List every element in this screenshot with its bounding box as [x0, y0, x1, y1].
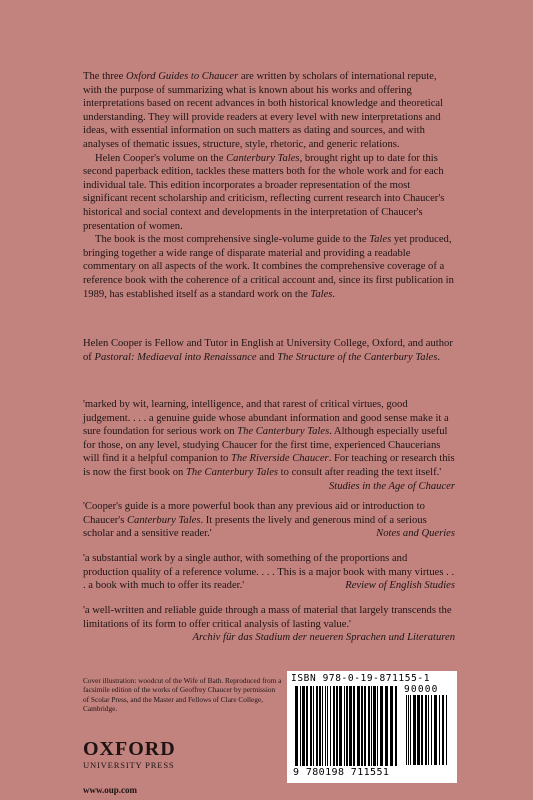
- review-quote-1: [83, 398, 455, 493]
- quote-source: Archiv für das Stadium der neueren Sprachen und Literaturen: [192, 632, 455, 644]
- publisher-website: www.oup.com: [83, 785, 138, 795]
- book-title: The Structure of the Canterbury Tales: [277, 351, 438, 363]
- text: are written by scholars of international repute, with the purpose of summarizing what is known about his works and offering interpretations based on recent advances in both historical knowledge and theoretical understanding. They will provide readers at every level with new interpretations and ideas, with essential information on such matters as dating and sources, and with analyses of thematic issues, structure, style, rhetoric, and generic relations.: [83, 71, 444, 150]
- book-title: Canterbury Tales: [226, 152, 300, 164]
- publisher-subname: UNIVERSITY PRESS: [83, 760, 175, 770]
- review-quote-3: [83, 552, 455, 593]
- description: [83, 70, 455, 301]
- barcode-digits: 9 780198 711551: [293, 767, 390, 778]
- book-title: The Canterbury Tales: [237, 426, 330, 438]
- book-title: Canterbury Tales: [126, 514, 201, 526]
- review-quote-4: [83, 604, 455, 645]
- text: Helen Cooper is Fellow and Tutor in English at University College, Oxford, and author of: [83, 338, 453, 363]
- text: . Although especially useful for those, on any level, studying Chaucer for the first time, experienced Chaucerians will find it a helpful companion to: [83, 426, 448, 465]
- book-title: Tales: [369, 234, 392, 246]
- book-title: Tales: [310, 288, 333, 300]
- book-title: The Canterbury Tales: [186, 466, 279, 478]
- series-title: Oxford Guides to Chaucer: [125, 71, 239, 82]
- author-bio: [83, 337, 455, 364]
- barcode-bars: [295, 686, 399, 766]
- text: 'Cooper's guide is a more powerful book than any previous aid or introduction to Chaucer's: [83, 501, 425, 526]
- text: yet produced, bringing together a wide range of disparate material and providing a readable commentary on all aspects of the work. It combines the comprehensive coverage of a reference book with the coherence of a critical account and, since its first publication in 1989, has established itself as a standard work on the: [83, 234, 454, 300]
- barcode: [287, 671, 457, 783]
- barcode-addon-digits: 90000: [404, 684, 439, 695]
- text: 'a substantial work by a single author, with something of the proportions and production quality of a reference volume. . . . This is a major book with many virtues . . . a book with much to offer its reader.': [83, 553, 455, 592]
- book-title: The Riverside Chaucer: [231, 453, 329, 465]
- quote-source: Studies in the Age of Chaucer: [328, 480, 455, 492]
- publisher-name: OXFORD: [83, 738, 176, 760]
- description-paragraph-2: [83, 152, 455, 234]
- text: The book is the most comprehensive single-volume guide to the: [95, 234, 370, 246]
- cover-credit: Cover illustration: woodcut of the Wife of Bath. Reproduced from a facsimile edition of the works of Geoffrey Chaucer by permission of Scolar Press, and the Master and Fellows of Clare College, Cambridge.: [83, 676, 282, 714]
- quote-text: [83, 604, 455, 631]
- text: , brought right up to date for this second paperback edition, tackles these matters both for the whole work and for each individual tale. This edition incorporates a broader representation of the most significant recent scholarship and criticism, reflecting current research into Chaucer's historical and social context and developments in the interpretation of Chaucer's presentation of women.: [83, 152, 445, 232]
- text: 'marked by wit, learning, intelligence, and that rarest of critical virtues, good judgement. . . . a genuine guide whose abundant information and good sense make it a sure foundation for serious work on: [83, 399, 449, 438]
- description-paragraph-1: [83, 70, 455, 152]
- text: 'a well-written and reliable guide through a mass of material that largely transcends the limitations of its form to offer critical analysis of lasting value.': [83, 605, 452, 630]
- text: The three: [83, 71, 126, 82]
- quote-text: [83, 398, 455, 492]
- barcode-addon-bars: [406, 695, 450, 765]
- text: .: [437, 351, 441, 363]
- quote-text: [83, 500, 455, 541]
- author-bio-paragraph: [83, 337, 455, 364]
- book-title: Pastoral: Mediaeval into Renaissance: [94, 351, 257, 363]
- quote-text: [83, 552, 455, 593]
- text: Helen Cooper's volume on the: [95, 152, 227, 164]
- publisher-logo: [83, 739, 193, 770]
- quote-source: Notes and Queries: [376, 528, 455, 540]
- review-quote-2: [83, 500, 455, 541]
- text: . For teaching or research this is now the first book on: [83, 453, 455, 478]
- description-paragraph-3: [83, 233, 455, 301]
- text: . It presents the lively and generous mind of a serious scholar and a sensitive reader.': [83, 514, 427, 540]
- text: to consult after reading the text itself.': [278, 466, 442, 478]
- isbn-label: ISBN 978-0-19-871155-1: [291, 673, 431, 684]
- quote-source: Review of English Studies: [345, 580, 455, 592]
- text: .: [332, 288, 336, 300]
- text: and: [256, 351, 278, 363]
